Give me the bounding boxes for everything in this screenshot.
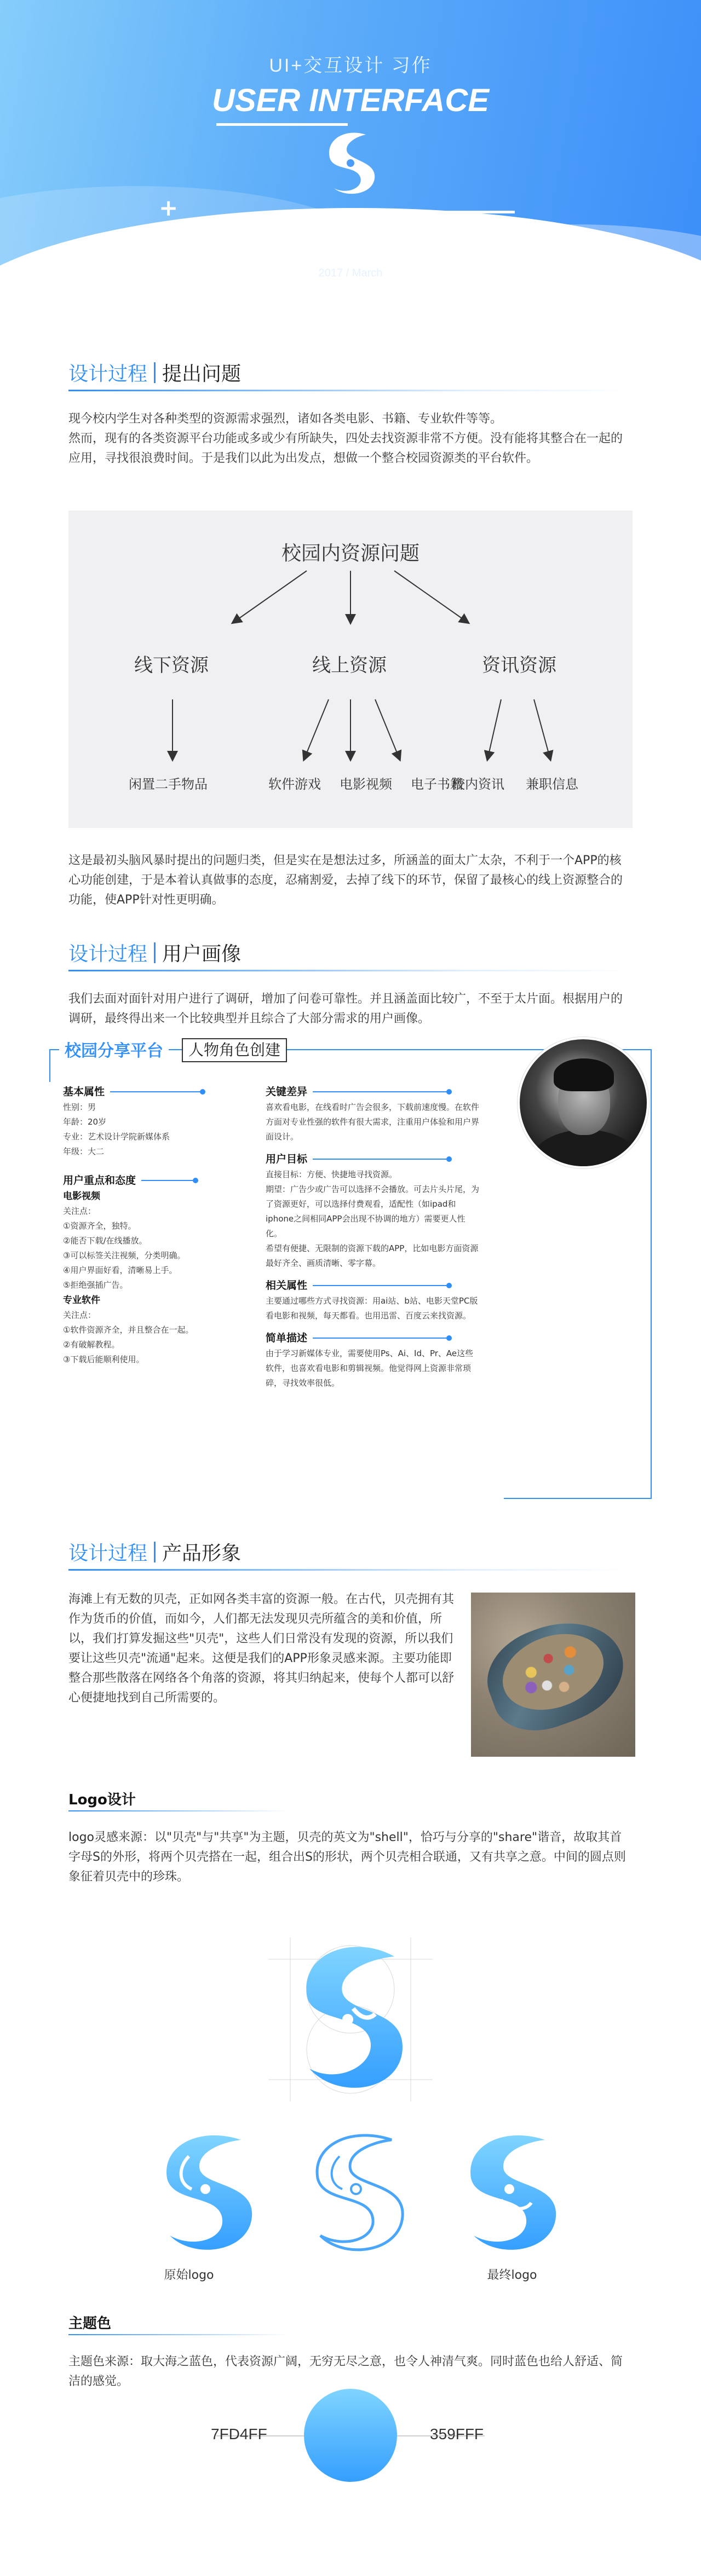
logo-design-title: Logo设计: [68, 1792, 136, 1808]
persona-left-column: [63, 1084, 260, 1374]
persona-text: 由于学习新媒体专业，需要使用Ps、Ai、Id、Pr、Ae这些软件，也喜欢看电影和剪辑视频。他觉得网上资源非常琐碎，寻找效率很低。: [266, 1348, 474, 1388]
persona-tag-platform: 校园分享平台: [59, 1037, 169, 1061]
persona-text: 希望有便捷、无限制的资源下载的APP，比如电影方面资源最好齐全、画质清晰、零字幕。: [266, 1243, 479, 1268]
color-code-left: 7FD4FF: [211, 2426, 267, 2442]
shell-photo: [471, 1593, 635, 1757]
paragraph: 我们去面对面针对用户进行了调研，增加了问卷可靠性。并且涵盖面比较广，不至于太片面。根据用户的调研，最终得出来一个比较典型并且综合了大部分需求的用户画像。: [68, 992, 623, 1026]
persona-line: ②有破解教程。: [63, 1340, 120, 1350]
header-date: 2017 / March: [318, 267, 383, 279]
header-plus: +: [159, 194, 179, 221]
shell-logo-icon: [318, 127, 383, 198]
persona-related-head: 相关属性: [266, 1277, 479, 1294]
section-underline: [68, 390, 633, 391]
divider: [383, 211, 515, 213]
outline-logo-icon: [296, 2123, 416, 2255]
theme-color-title: 主题色: [68, 2315, 112, 2332]
persona-goal-head: 用户目标: [266, 1151, 479, 1167]
persona-line: ⑤拒绝强插广告。: [63, 1280, 128, 1290]
divider: [216, 123, 348, 126]
mind-map-leaf: 电子书籍: [411, 777, 463, 792]
persona-diff-head: 关键差异: [266, 1084, 479, 1100]
paragraph: 然而，现有的各类资源平台功能或多或少有所缺失，四处去找资源非常不方便。没有能将其整合在一起的应用，寻找很浪费时间。于是我们以此为出发点，想做一个整合校园资源类的平台软件。: [68, 432, 623, 465]
persona-basic-head: 基本属性: [63, 1084, 260, 1100]
mind-map: [68, 511, 633, 828]
mind-map-root: 校园内资源问题: [281, 542, 420, 565]
final-logo-icon: [449, 2123, 570, 2255]
color-code-right: 359FFF: [430, 2426, 484, 2442]
persona-tag-create: 人物角色创建: [182, 1038, 287, 1062]
paragraph: 这是最初头脑风暴时提出的问题归类，但是实在是想法过多，所涵盖的面太广太杂，不利于一个APP的核心功能创建，于是本着认真做事的态度，忍痛割爱，去掉了线下的环节，保留了最核心的线上资源整合的功能，使APP针对性更明确。: [68, 854, 623, 907]
paragraph: logo灵感来源：以"贝壳"与"共享"为主题，贝壳的英文为"shell"，恰巧与分享的"share"谐音，故取其首字母S的外形，将两个贝壳搭在一起，组合出S的形状，两个贝壳相合联通，又有共享之意。中间的圆点则象征着贝壳中的珍珠。: [68, 1831, 626, 1884]
section-underline: [68, 2334, 288, 2335]
mind-map-leaf: 校内资讯: [452, 777, 504, 792]
mind-map-branch: 资讯资源: [482, 655, 556, 676]
persona-line: ④用户界面好看，清晰易上手。: [63, 1265, 177, 1275]
persona-text: 直接目标：方便、快捷地寻找资源。: [266, 1170, 398, 1179]
persona-avatar: [518, 1037, 649, 1168]
persona-line: ①软件资源齐全，并且整合在一起。: [63, 1325, 194, 1335]
persona-card: [49, 1037, 652, 1508]
section-title-brand: 设计过程 产品形象: [68, 1542, 242, 1565]
paragraph: 主题色来源：取大海之蓝色，代表资源广阔，无穷无尽之意，也令人神清气爽。同时蓝色也给人舒适、简洁的感觉。: [68, 2355, 623, 2388]
section-title-problem: 设计过程 提出问题: [68, 363, 242, 385]
persona-desc-head: 简单描述: [266, 1330, 479, 1346]
section-underline: [68, 1810, 288, 1811]
logo-construction-icon: [257, 1926, 444, 2112]
header-subtitle: UI+交互设计 习作: [269, 55, 432, 76]
persona-line: 专业：艺术设计学院新媒体系: [63, 1132, 170, 1142]
section-underline: [68, 970, 633, 971]
paragraph: 海滩上有无数的贝壳，正如网各类丰富的资源一般。在古代，贝壳拥有其作为货币的价值，而如今，人们都无法发现贝壳所蕴含的美和价值，所以，我们打算发掘这些"贝壳"，这些人们日常没有发现的资源，所以我们要让这些贝壳"流通"起来。这便是我们的APP形象灵感来源。主要功能即整合那些散落在网络各个角落的资源，将其归纳起来，使每个人都可以舒心便捷地找到自己所需要的。: [68, 1593, 455, 1705]
persona-line: ①资源齐全，独特。: [63, 1221, 136, 1231]
persona-line: 年级：大二: [63, 1147, 105, 1156]
persona-subhead: 专业软件: [63, 1295, 100, 1306]
persona-text: 喜欢看电影，在线看时广告会很多，下载前速度慢。在软件方面对专业性强的软件有很大需求，注重用户体验和用户界面设计。: [266, 1102, 480, 1142]
persona-line: 关注点：: [63, 1310, 96, 1320]
persona-line: 关注点：: [63, 1206, 96, 1216]
persona-subhead: 电影视频: [63, 1191, 100, 1202]
header-title-line2: INTERACTIVE DESIGN: [179, 219, 522, 255]
persona-focus-head: 用户重点和态度: [63, 1172, 260, 1189]
persona-text: 主要通过哪些方式寻找资源：用ai站、b站、电影天堂PC版看电影和视频，每天都看。也用迅雷、百度云来找资源。: [266, 1296, 478, 1321]
section-underline: [68, 1569, 633, 1571]
mind-map-leaf: 电影视频: [340, 777, 392, 792]
theme-color-swatch: [304, 2389, 397, 2482]
persona-line: 年龄：20岁: [63, 1117, 107, 1127]
mind-map-leaf: 兼职信息: [526, 777, 578, 792]
persona-line: ③可以标签关注视频，分类明确。: [63, 1251, 186, 1260]
logo-caption-original: 原始logo: [164, 2268, 214, 2282]
persona-line: 性别：男: [63, 1102, 96, 1112]
section-title-persona: 设计过程 用户画像: [68, 943, 242, 965]
persona-right-column: [266, 1084, 479, 1397]
mind-map-leaf: 软件游戏: [268, 777, 321, 792]
persona-line: ②能否下载/在线播放。: [63, 1236, 147, 1246]
header-banner: [0, 0, 701, 339]
logo-caption-final: 最终logo: [487, 2268, 537, 2282]
original-logo-icon: [145, 2123, 266, 2255]
paragraph: 现今校内学生对各种类型的资源需求强烈，诸如各类电影、书籍、专业软件等等。: [68, 412, 503, 426]
mind-map-branch: 线上资源: [312, 655, 387, 676]
mind-map-leaf: 闲置二手物品: [129, 777, 208, 792]
mind-map-branch: 线下资源: [134, 655, 209, 676]
persona-line: ③下载后能顺利使用。: [63, 1354, 145, 1364]
persona-text: 期望：广告少或广告可以选择不会播放。可去片头片尾，为了资源更好，可以选择付费观看，适配性（如ipad和iphone之间相同APP会出现不协调的地方）需要更人性化。: [266, 1184, 480, 1238]
header-title-line1: USER INTERFACE: [212, 83, 489, 118]
